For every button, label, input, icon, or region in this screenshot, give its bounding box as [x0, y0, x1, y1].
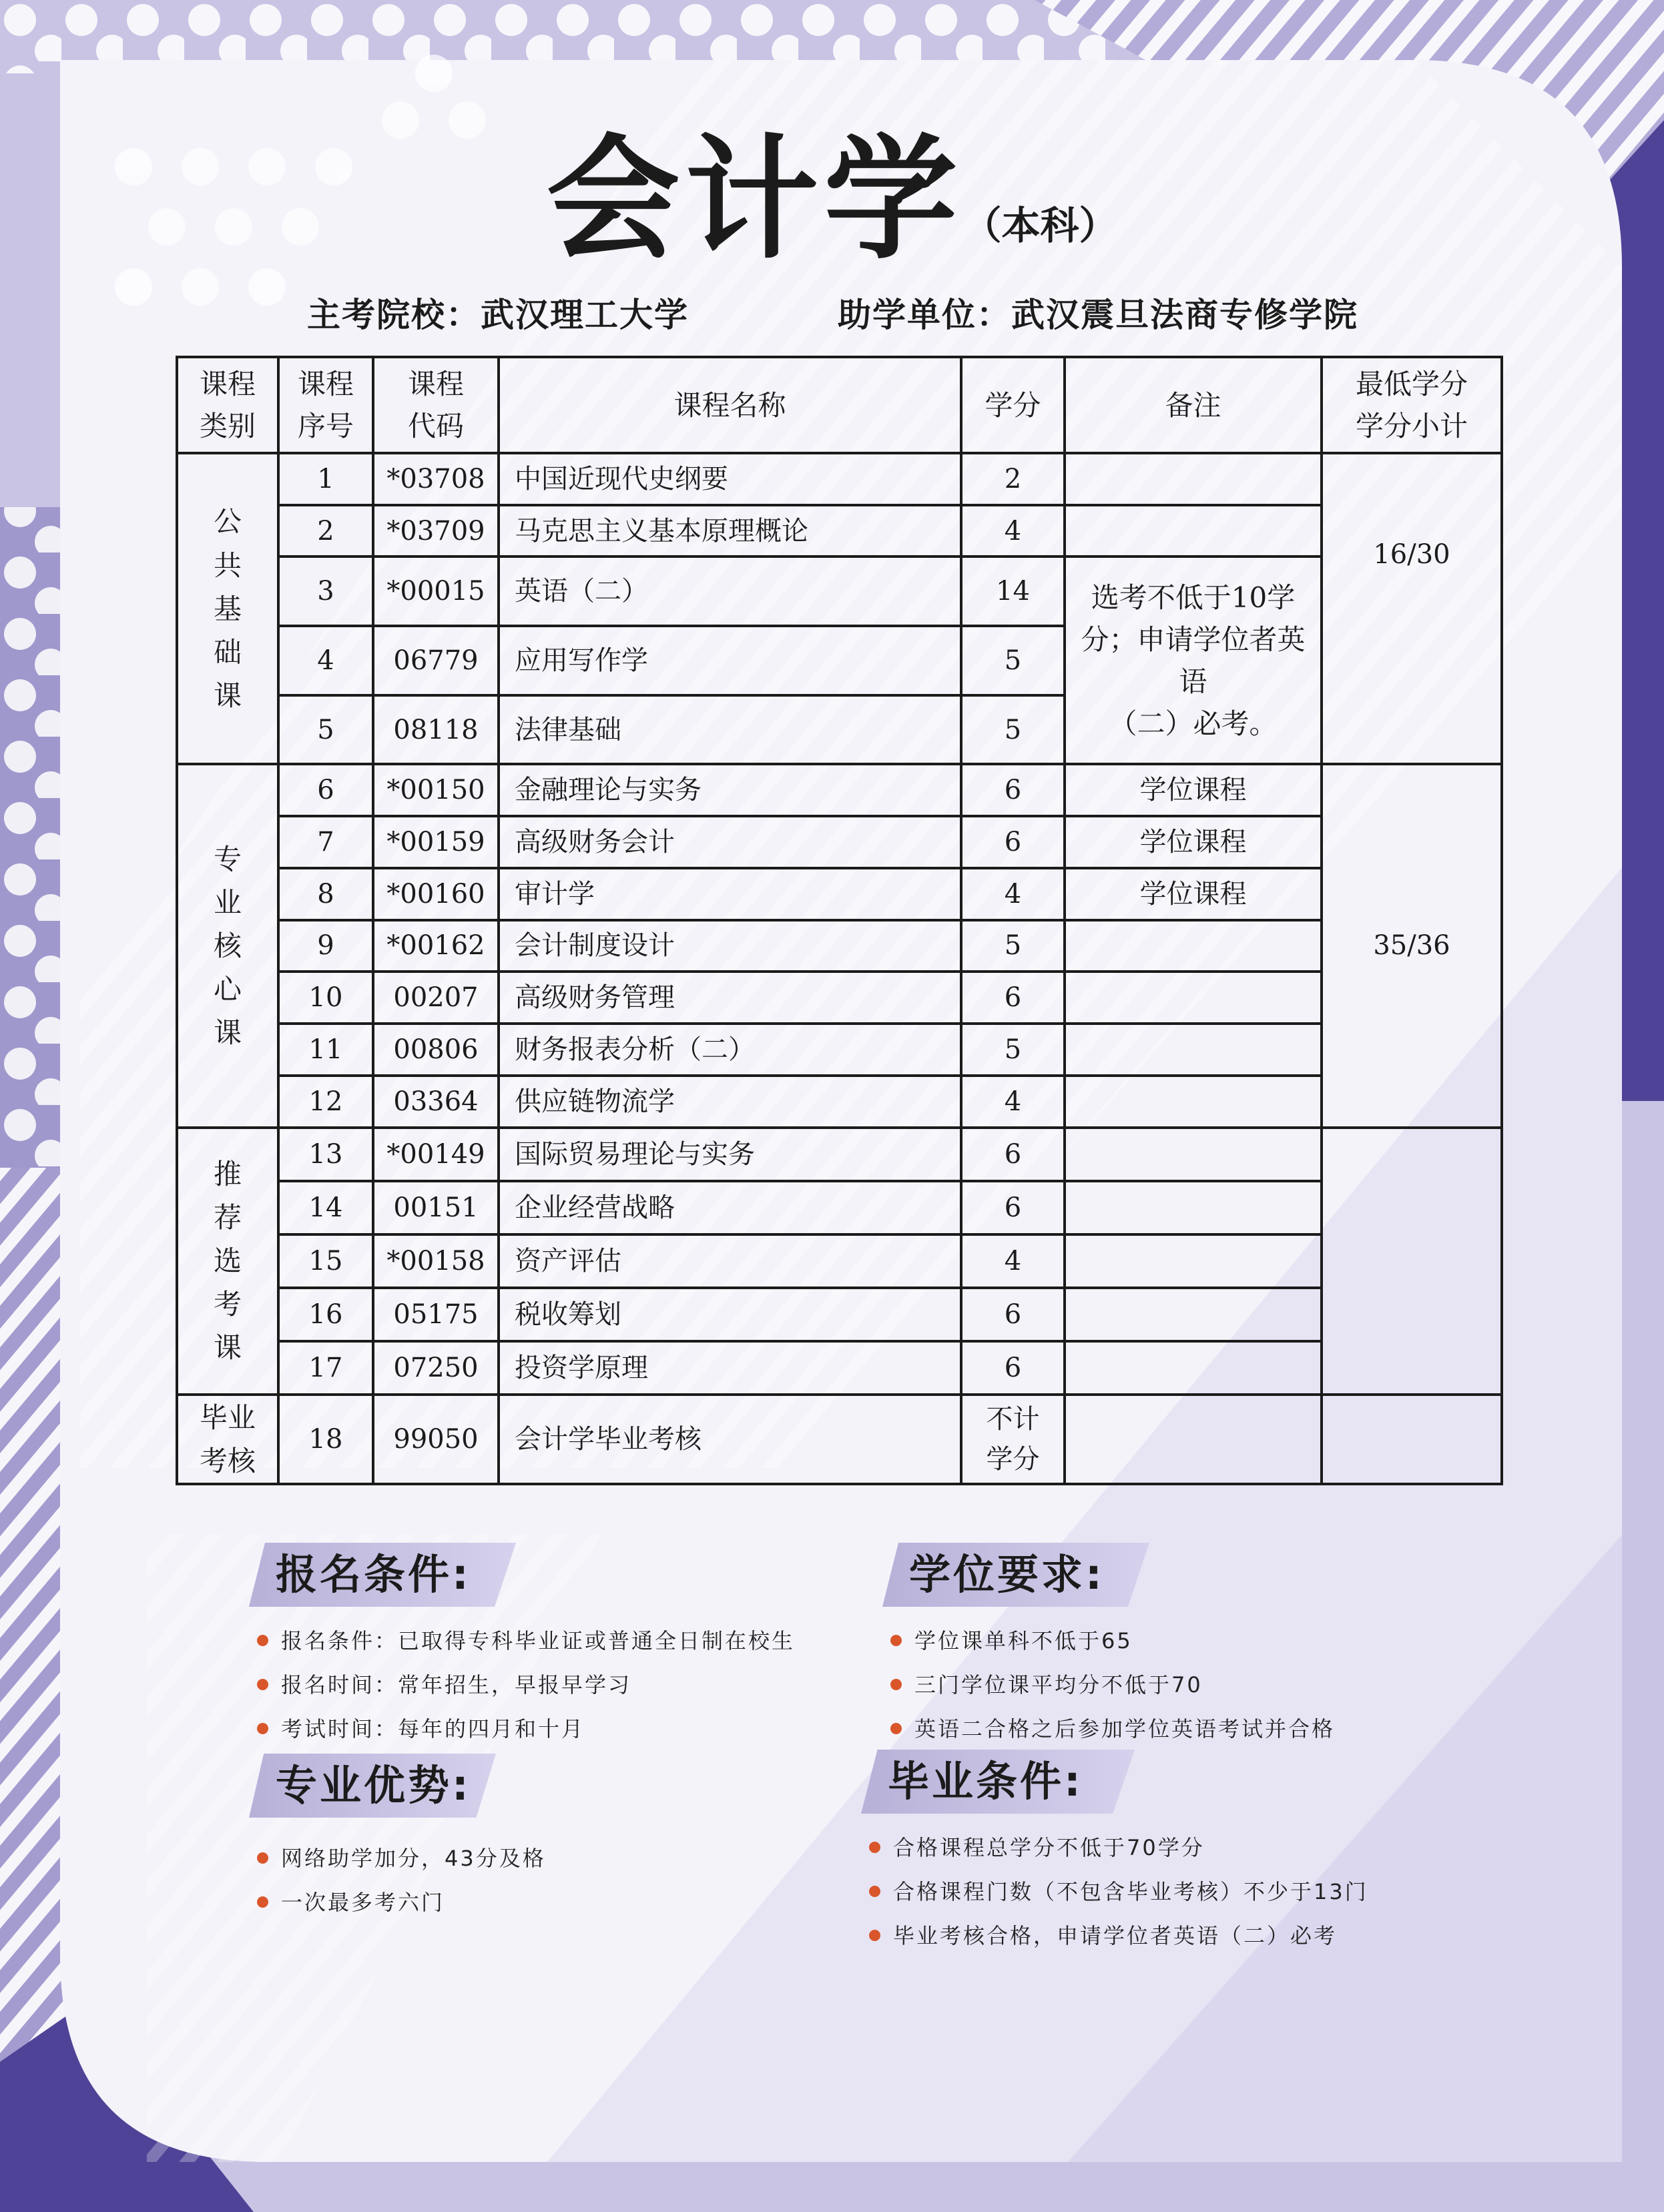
cell-code: *03709 [373, 505, 499, 557]
cell-remark [1065, 920, 1322, 972]
cell-name: 企业经营战略 [499, 1181, 961, 1234]
section-enrollment-title: 报名条件: [276, 1550, 471, 1599]
table-row [177, 1128, 1502, 1181]
cell-remark: 学位课程 [1065, 868, 1322, 920]
table-row [177, 816, 1502, 868]
cell-name: 供应链物流学 [499, 1076, 961, 1128]
bullet-dot-icon [257, 1852, 268, 1864]
cell-seq: 3 [278, 557, 373, 626]
cell-seq: 12 [278, 1076, 373, 1128]
section-graduation-list [861, 1826, 1562, 1958]
cell-credit: 6 [961, 1181, 1065, 1234]
cell-code: 07250 [373, 1341, 499, 1395]
bullet-dot-icon [890, 1635, 902, 1646]
cell-name: 会计制度设计 [499, 920, 961, 972]
list-item: 报名时间：常年招生，早报早学习 [249, 1663, 850, 1707]
subtotal-elective [1322, 1128, 1502, 1395]
cell-name: 高级财务管理 [499, 972, 961, 1024]
table-row [177, 1395, 1502, 1484]
list-item: 合格课程总学分不低于70学分 [861, 1826, 1562, 1870]
section-graduation-title: 毕业条件: [888, 1757, 1083, 1806]
cell-remark [1065, 1395, 1322, 1484]
bullet-dot-icon [257, 1896, 268, 1908]
section-degree-title: 学位要求: [909, 1550, 1105, 1599]
cell-seq: 1 [278, 453, 373, 505]
cell-code: *03708 [373, 453, 499, 505]
category-elective: 推 荐 选 考 课 [177, 1128, 278, 1395]
cell-code: 00207 [373, 972, 499, 1024]
table-row [177, 453, 1502, 505]
bullet-dot-icon [890, 1679, 902, 1690]
cell-name: 中国近现代史纲要 [499, 453, 961, 505]
cell-seq: 2 [278, 505, 373, 557]
table-row [177, 557, 1502, 626]
bullet-dot-icon [890, 1723, 902, 1734]
cell-credit: 6 [961, 972, 1065, 1024]
cell-remark [1065, 1234, 1322, 1288]
table-row [177, 868, 1502, 920]
cell-credit: 5 [961, 626, 1065, 695]
table-row [177, 1181, 1502, 1234]
cell-remark [1065, 1181, 1322, 1234]
cell-name: 审计学 [499, 868, 961, 920]
cell-seq: 11 [278, 1024, 373, 1076]
title-degree-level: （本科） [962, 203, 1118, 248]
section-enrollment-list [249, 1619, 850, 1751]
cell-code: *00149 [373, 1128, 499, 1181]
table-row [177, 1288, 1502, 1341]
section-degree-list [882, 1619, 1550, 1751]
cell-remark [1065, 505, 1322, 557]
section-graduation-header [861, 1750, 1562, 1814]
cell-credit: 5 [961, 1024, 1065, 1076]
cell-seq: 10 [278, 972, 373, 1024]
cell-credit: 5 [961, 920, 1065, 972]
cell-seq: 18 [278, 1395, 373, 1484]
list-item: 合格课程门数（不包含毕业考核）不少于13门 [861, 1870, 1562, 1914]
cell-seq: 5 [278, 695, 373, 765]
cell-name: 国际贸易理论与实务 [499, 1128, 961, 1181]
cell-remark [1065, 1341, 1322, 1395]
list-item: 三门学位课平均分不低于70 [882, 1663, 1550, 1707]
cell-name: 财务报表分析（二） [499, 1024, 961, 1076]
cell-credit: 6 [961, 816, 1065, 868]
section-enrollment-header [249, 1543, 850, 1607]
bullet-dot-icon [869, 1930, 880, 1941]
title-main: 会计学 [546, 122, 963, 278]
header-name: 课程名称 [499, 357, 961, 453]
subtotal-public: 16/30 [1322, 453, 1502, 764]
cell-remark [1065, 1076, 1322, 1128]
cell-name: 会计学毕业考核 [499, 1395, 961, 1484]
cell-remark: 学位课程 [1065, 816, 1322, 868]
table-header-row [177, 357, 1502, 453]
bullet-dot-icon [869, 1886, 880, 1897]
cell-code: 00806 [373, 1024, 499, 1076]
cell-name: 投资学原理 [499, 1341, 961, 1395]
list-item: 毕业考核合格，申请学位者英语（二）必考 [861, 1914, 1562, 1958]
cell-seq: 9 [278, 920, 373, 972]
section-advantages [249, 1754, 850, 1924]
cell-remark [1065, 972, 1322, 1024]
assist-unit-line [838, 288, 1358, 336]
cell-remark [1065, 1024, 1322, 1076]
cell-seq: 14 [278, 1181, 373, 1234]
cell-name: 马克思主义基本原理概论 [499, 505, 961, 557]
cell-code: *00150 [373, 764, 499, 816]
remark-public-requirement: 选考不低于10学 分；申请学位者英语 （二）必考。 [1065, 557, 1322, 764]
header-category: 课程类别 [177, 357, 278, 453]
exam-school-value: 武汉理工大学 [481, 296, 689, 334]
cell-remark [1065, 1128, 1322, 1181]
section-enrollment [249, 1543, 850, 1751]
header-seq: 课程序号 [278, 357, 373, 453]
list-item: 考试时间：每年的四月和十月 [249, 1707, 850, 1751]
header-min-credit: 最低学分学分小计 [1322, 357, 1502, 453]
cell-code: *00159 [373, 816, 499, 868]
cell-credit: 4 [961, 505, 1065, 557]
cell-credit: 5 [961, 695, 1065, 765]
table-row [177, 505, 1502, 557]
table-row [177, 764, 1502, 816]
cell-credit: 4 [961, 1234, 1065, 1288]
cell-code: 06779 [373, 626, 499, 695]
category-public: 公 共 基 础 课 [177, 453, 278, 764]
bullet-dot-icon [257, 1723, 268, 1734]
cell-seq: 7 [278, 816, 373, 868]
list-item: 网络助学加分，43分及格 [249, 1836, 850, 1880]
cell-seq: 13 [278, 1128, 373, 1181]
exam-school-label: 主考院校： [307, 296, 481, 334]
header-remark: 备注 [1065, 357, 1322, 453]
assist-unit-value: 武汉震旦法商专修学院 [1011, 296, 1358, 334]
bullet-dot-icon [257, 1635, 268, 1646]
table-row [177, 1234, 1502, 1288]
cell-name: 金融理论与实务 [499, 764, 961, 816]
cell-code: 99050 [373, 1395, 499, 1484]
cell-remark [1065, 453, 1322, 505]
cell-code: *00015 [373, 557, 499, 626]
table-row [177, 1076, 1502, 1128]
cell-seq: 17 [278, 1341, 373, 1395]
list-item: 学位课单科不低于65 [882, 1619, 1550, 1663]
cell-name: 高级财务会计 [499, 816, 961, 868]
cell-code: 03364 [373, 1076, 499, 1128]
cell-name: 英语（二） [499, 557, 961, 626]
cell-credit: 6 [961, 1128, 1065, 1181]
bullet-dot-icon [257, 1679, 268, 1690]
section-graduation-conditions [861, 1750, 1562, 1958]
cell-seq: 15 [278, 1234, 373, 1288]
table-row [177, 972, 1502, 1024]
cell-credit: 2 [961, 453, 1065, 505]
cell-code: 08118 [373, 695, 499, 765]
cell-name: 税收筹划 [499, 1288, 961, 1341]
list-item: 一次最多考六门 [249, 1880, 850, 1924]
cell-name: 资产评估 [499, 1234, 961, 1288]
section-advantages-list [249, 1836, 850, 1924]
table-row [177, 1341, 1502, 1395]
subtotal-core: 35/36 [1322, 764, 1502, 1127]
category-core: 专 业 核 心 课 [177, 764, 278, 1127]
cell-credit: 6 [961, 1288, 1065, 1341]
page-title [0, 122, 1664, 278]
course-table [176, 356, 1503, 1485]
section-advantages-header [249, 1754, 850, 1818]
cell-credit: 6 [961, 764, 1065, 816]
cell-seq: 8 [278, 868, 373, 920]
list-item: 英语二合格之后参加学位英语考试并合格 [882, 1707, 1550, 1751]
subtotal-graduation [1322, 1395, 1502, 1484]
cell-code: *00158 [373, 1234, 499, 1288]
table-row [177, 1024, 1502, 1076]
cell-name: 法律基础 [499, 695, 961, 765]
table-row [177, 920, 1502, 972]
cell-credit: 4 [961, 868, 1065, 920]
cell-seq: 6 [278, 764, 373, 816]
category-graduation: 毕业 考核 [177, 1395, 278, 1484]
assist-unit-label: 助学单位： [838, 296, 1011, 334]
header-code: 课程代码 [373, 357, 499, 453]
cell-credit: 4 [961, 1076, 1065, 1128]
cell-remark: 学位课程 [1065, 764, 1322, 816]
section-advantages-title: 专业优势: [276, 1761, 471, 1810]
section-degree-header [882, 1543, 1550, 1607]
cell-seq: 4 [278, 626, 373, 695]
bullet-dot-icon [869, 1842, 880, 1853]
header-credit: 学分 [961, 357, 1065, 453]
exam-school-line [307, 288, 689, 336]
list-item: 报名条件：已取得专科毕业证或普通全日制在校生 [249, 1619, 850, 1663]
cell-seq: 16 [278, 1288, 373, 1341]
section-degree-requirements [882, 1543, 1550, 1751]
cell-remark [1065, 1288, 1322, 1341]
cell-code: *00162 [373, 920, 499, 972]
cell-code: 05175 [373, 1288, 499, 1341]
cell-code: *00160 [373, 868, 499, 920]
cell-credit: 6 [961, 1341, 1065, 1395]
cell-name: 应用写作学 [499, 626, 961, 695]
cell-credit: 不计学分 [961, 1395, 1065, 1484]
cell-credit: 14 [961, 557, 1065, 626]
cell-code: 00151 [373, 1181, 499, 1234]
